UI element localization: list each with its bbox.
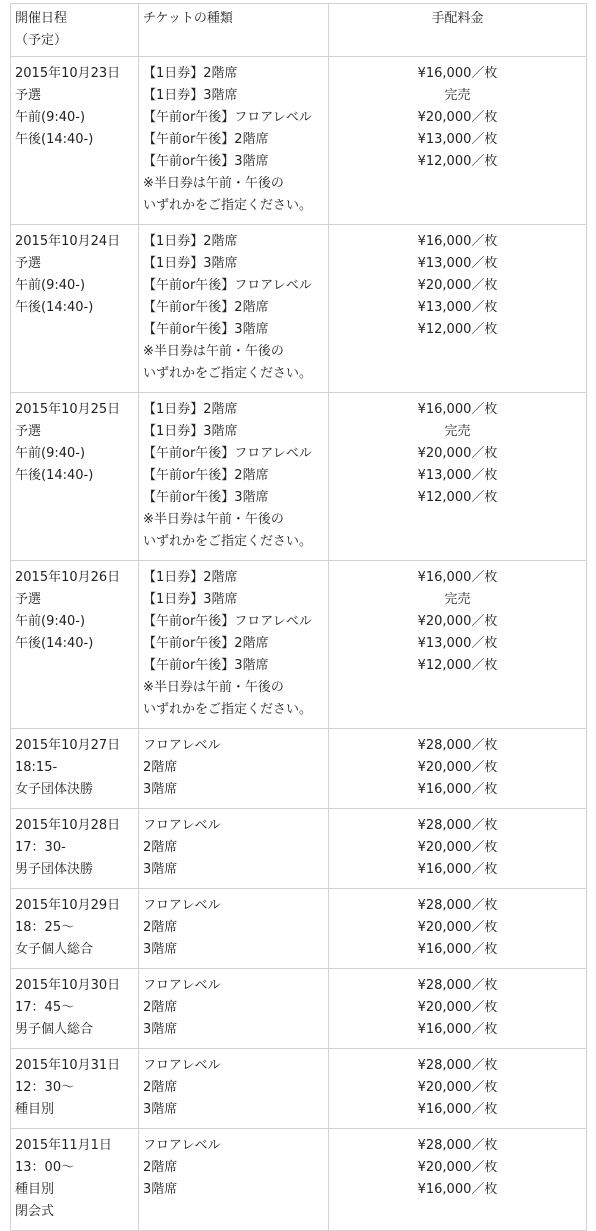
ticket-type-line: 3階席 bbox=[143, 1182, 178, 1197]
price-line: ¥16,000／枚 bbox=[417, 782, 498, 797]
price-line: ¥20,000／枚 bbox=[417, 1160, 498, 1175]
ticket-type-line: 【1日券】3階席 bbox=[143, 592, 238, 607]
ticket-type-line: フロアレベル bbox=[143, 898, 221, 913]
date-line: 17：30- bbox=[15, 840, 66, 855]
table-row bbox=[11, 1049, 587, 1129]
date-line: 午後(14:40-) bbox=[15, 300, 94, 315]
date-line: 男子団体決勝 bbox=[15, 862, 94, 877]
ticket-type-line: いずれかをご指定ください。 bbox=[143, 702, 313, 717]
ticket-type-line: 【1日券】3階席 bbox=[143, 424, 238, 439]
header-date bbox=[11, 4, 139, 57]
ticket-type-cell bbox=[139, 561, 329, 729]
ticket-type-line: 【午前or午後】2階席 bbox=[143, 468, 269, 483]
date-line: 女子個人総合 bbox=[15, 942, 94, 957]
price-line: ¥13,000／枚 bbox=[417, 468, 498, 483]
ticket-type-line: 3階席 bbox=[143, 942, 178, 957]
ticket-type-line: フロアレベル bbox=[143, 1138, 221, 1153]
table-row bbox=[11, 225, 587, 393]
date-line: 2015年10月29日 bbox=[15, 898, 121, 913]
date-line: 13：00～ bbox=[15, 1160, 75, 1175]
price-line: 完売 bbox=[444, 424, 471, 439]
price-line: ¥16,000／枚 bbox=[417, 1102, 498, 1117]
ticket-type-line: 3階席 bbox=[143, 862, 178, 877]
ticket-type-line: 【午前or午後】3階席 bbox=[143, 154, 269, 169]
table-body bbox=[11, 57, 587, 1231]
ticket-type-line: 【午前or午後】フロアレベル bbox=[143, 614, 312, 629]
ticket-type-cell bbox=[139, 1129, 329, 1231]
date-line: 2015年10月28日 bbox=[15, 818, 121, 833]
header-price bbox=[329, 4, 587, 57]
price-line: ¥12,000／枚 bbox=[417, 658, 498, 673]
ticket-type-line: 2階席 bbox=[143, 760, 178, 775]
date-line: 18:15- bbox=[15, 760, 58, 775]
header-date-note: （予定） bbox=[15, 33, 68, 48]
price-line: ¥13,000／枚 bbox=[417, 636, 498, 651]
price-cell bbox=[329, 561, 587, 729]
ticket-type-cell bbox=[139, 809, 329, 889]
date-line: 午前(9:40-) bbox=[15, 110, 86, 125]
table-row bbox=[11, 1129, 587, 1231]
price-line: ¥13,000／枚 bbox=[417, 132, 498, 147]
ticket-type-line: フロアレベル bbox=[143, 1058, 221, 1073]
table-row bbox=[11, 393, 587, 561]
ticket-type-line: ※半日券は午前・午後の bbox=[143, 176, 284, 191]
ticket-type-line: 【1日券】2階席 bbox=[143, 402, 238, 417]
ticket-type-cell bbox=[139, 225, 329, 393]
price-cell bbox=[329, 889, 587, 969]
price-line: ¥13,000／枚 bbox=[417, 256, 498, 271]
date-line: 予選 bbox=[15, 256, 42, 271]
date-line: 種目別 bbox=[15, 1102, 55, 1117]
table-row bbox=[11, 561, 587, 729]
date-line: 2015年10月24日 bbox=[15, 234, 121, 249]
ticket-type-line: 【午前or午後】3階席 bbox=[143, 658, 269, 673]
ticket-price-table bbox=[10, 3, 587, 1231]
date-line: 2015年10月25日 bbox=[15, 402, 121, 417]
ticket-type-line: ※半日券は午前・午後の bbox=[143, 680, 284, 695]
date-line: 2015年10月23日 bbox=[15, 66, 121, 81]
ticket-type-line: いずれかをご指定ください。 bbox=[143, 534, 313, 549]
ticket-type-line: 【午前or午後】2階席 bbox=[143, 132, 269, 147]
date-cell bbox=[11, 1129, 139, 1231]
price-line: 完売 bbox=[444, 592, 471, 607]
price-cell bbox=[329, 225, 587, 393]
price-line: ¥20,000／枚 bbox=[417, 278, 498, 293]
ticket-type-line: フロアレベル bbox=[143, 818, 221, 833]
ticket-type-cell bbox=[139, 1049, 329, 1129]
ticket-type-line: 【1日券】2階席 bbox=[143, 234, 238, 249]
table-row bbox=[11, 889, 587, 969]
date-line: 2015年10月31日 bbox=[15, 1058, 121, 1073]
ticket-type-line: ※半日券は午前・午後の bbox=[143, 344, 284, 359]
date-cell bbox=[11, 969, 139, 1049]
date-line: 種目別 bbox=[15, 1182, 55, 1197]
table-row bbox=[11, 969, 587, 1049]
header-ticket-type bbox=[139, 4, 329, 57]
ticket-type-line: 【1日券】3階席 bbox=[143, 256, 238, 271]
ticket-type-line: 【午前or午後】2階席 bbox=[143, 636, 269, 651]
price-line: ¥13,000／枚 bbox=[417, 300, 498, 315]
date-line: 午前(9:40-) bbox=[15, 278, 86, 293]
date-line: 2015年10月30日 bbox=[15, 978, 121, 993]
ticket-type-line: ※半日券は午前・午後の bbox=[143, 512, 284, 527]
date-cell bbox=[11, 225, 139, 393]
price-line: ¥28,000／枚 bbox=[417, 978, 498, 993]
price-cell bbox=[329, 1049, 587, 1129]
ticket-type-line: 【午前or午後】2階席 bbox=[143, 300, 269, 315]
date-line: 午前(9:40-) bbox=[15, 614, 86, 629]
price-line: ¥28,000／枚 bbox=[417, 1138, 498, 1153]
ticket-type-line: 3階席 bbox=[143, 1102, 178, 1117]
ticket-type-line: 2階席 bbox=[143, 1160, 178, 1175]
ticket-type-cell bbox=[139, 969, 329, 1049]
date-cell bbox=[11, 393, 139, 561]
date-cell bbox=[11, 561, 139, 729]
price-line: ¥12,000／枚 bbox=[417, 154, 498, 169]
date-line: 午後(14:40-) bbox=[15, 636, 94, 651]
ticket-type-cell bbox=[139, 889, 329, 969]
date-line: 2015年11月1日 bbox=[15, 1138, 112, 1153]
date-line: 男子個人総合 bbox=[15, 1022, 94, 1037]
ticket-type-line: 3階席 bbox=[143, 1022, 178, 1037]
date-line: 午後(14:40-) bbox=[15, 132, 94, 147]
header-date-label: 開催日程 bbox=[15, 11, 68, 26]
price-line: ¥20,000／枚 bbox=[417, 110, 498, 125]
ticket-type-line: 【午前or午後】フロアレベル bbox=[143, 446, 312, 461]
ticket-type-line: 2階席 bbox=[143, 1000, 178, 1015]
price-line: ¥28,000／枚 bbox=[417, 738, 498, 753]
table-row bbox=[11, 57, 587, 225]
ticket-type-line: いずれかをご指定ください。 bbox=[143, 198, 313, 213]
date-cell bbox=[11, 57, 139, 225]
price-line: 完売 bbox=[444, 88, 471, 103]
ticket-type-line: 【午前or午後】フロアレベル bbox=[143, 278, 312, 293]
table-row bbox=[11, 729, 587, 809]
ticket-type-line: フロアレベル bbox=[143, 978, 221, 993]
price-cell bbox=[329, 393, 587, 561]
table-header-row bbox=[11, 4, 587, 57]
ticket-type-line: 2階席 bbox=[143, 840, 178, 855]
price-line: ¥16,000／枚 bbox=[417, 66, 498, 81]
date-line: 女子団体決勝 bbox=[15, 782, 94, 797]
ticket-type-line: 2階席 bbox=[143, 920, 178, 935]
header-price-label: 手配料金 bbox=[431, 11, 484, 26]
date-line: 午前(9:40-) bbox=[15, 446, 86, 461]
date-cell bbox=[11, 729, 139, 809]
date-line: 予選 bbox=[15, 592, 42, 607]
price-line: ¥12,000／枚 bbox=[417, 322, 498, 337]
price-line: ¥12,000／枚 bbox=[417, 490, 498, 505]
date-line: 17：45～ bbox=[15, 1000, 75, 1015]
date-cell bbox=[11, 809, 139, 889]
price-line: ¥28,000／枚 bbox=[417, 818, 498, 833]
price-cell bbox=[329, 57, 587, 225]
price-line: ¥16,000／枚 bbox=[417, 1022, 498, 1037]
price-line: ¥20,000／枚 bbox=[417, 1080, 498, 1095]
date-line: 閉会式 bbox=[15, 1204, 55, 1219]
date-line: 2015年10月26日 bbox=[15, 570, 121, 585]
price-line: ¥20,000／枚 bbox=[417, 1000, 498, 1015]
date-line: 予選 bbox=[15, 424, 42, 439]
price-line: ¥28,000／枚 bbox=[417, 1058, 498, 1073]
table-row bbox=[11, 809, 587, 889]
price-line: ¥16,000／枚 bbox=[417, 402, 498, 417]
date-cell bbox=[11, 889, 139, 969]
ticket-type-line: 【午前or午後】フロアレベル bbox=[143, 110, 312, 125]
price-cell bbox=[329, 1129, 587, 1231]
date-line: 午後(14:40-) bbox=[15, 468, 94, 483]
price-line: ¥20,000／枚 bbox=[417, 920, 498, 935]
ticket-type-line: 【1日券】2階席 bbox=[143, 66, 238, 81]
price-line: ¥16,000／枚 bbox=[417, 862, 498, 877]
price-line: ¥16,000／枚 bbox=[417, 1182, 498, 1197]
ticket-type-line: 【午前or午後】3階席 bbox=[143, 322, 269, 337]
ticket-type-cell bbox=[139, 729, 329, 809]
price-cell bbox=[329, 969, 587, 1049]
date-line: 2015年10月27日 bbox=[15, 738, 121, 753]
date-line: 予選 bbox=[15, 88, 42, 103]
price-line: ¥16,000／枚 bbox=[417, 234, 498, 249]
price-line: ¥16,000／枚 bbox=[417, 570, 498, 585]
price-line: ¥20,000／枚 bbox=[417, 760, 498, 775]
price-line: ¥28,000／枚 bbox=[417, 898, 498, 913]
price-line: ¥16,000／枚 bbox=[417, 942, 498, 957]
ticket-type-cell bbox=[139, 393, 329, 561]
ticket-type-line: 【1日券】3階席 bbox=[143, 88, 238, 103]
price-line: ¥20,000／枚 bbox=[417, 840, 498, 855]
ticket-type-line: いずれかをご指定ください。 bbox=[143, 366, 313, 381]
price-cell bbox=[329, 809, 587, 889]
date-line: 12：30～ bbox=[15, 1080, 75, 1095]
ticket-type-cell bbox=[139, 57, 329, 225]
date-line: 18：25～ bbox=[15, 920, 75, 935]
price-line: ¥20,000／枚 bbox=[417, 446, 498, 461]
ticket-type-line: 2階席 bbox=[143, 1080, 178, 1095]
ticket-type-line: 3階席 bbox=[143, 782, 178, 797]
price-line: ¥20,000／枚 bbox=[417, 614, 498, 629]
ticket-type-line: 【午前or午後】3階席 bbox=[143, 490, 269, 505]
ticket-type-line: フロアレベル bbox=[143, 738, 221, 753]
ticket-type-line: 【1日券】2階席 bbox=[143, 570, 238, 585]
header-ticket-type-label: チケットの種類 bbox=[143, 11, 233, 26]
price-cell bbox=[329, 729, 587, 809]
date-cell bbox=[11, 1049, 139, 1129]
